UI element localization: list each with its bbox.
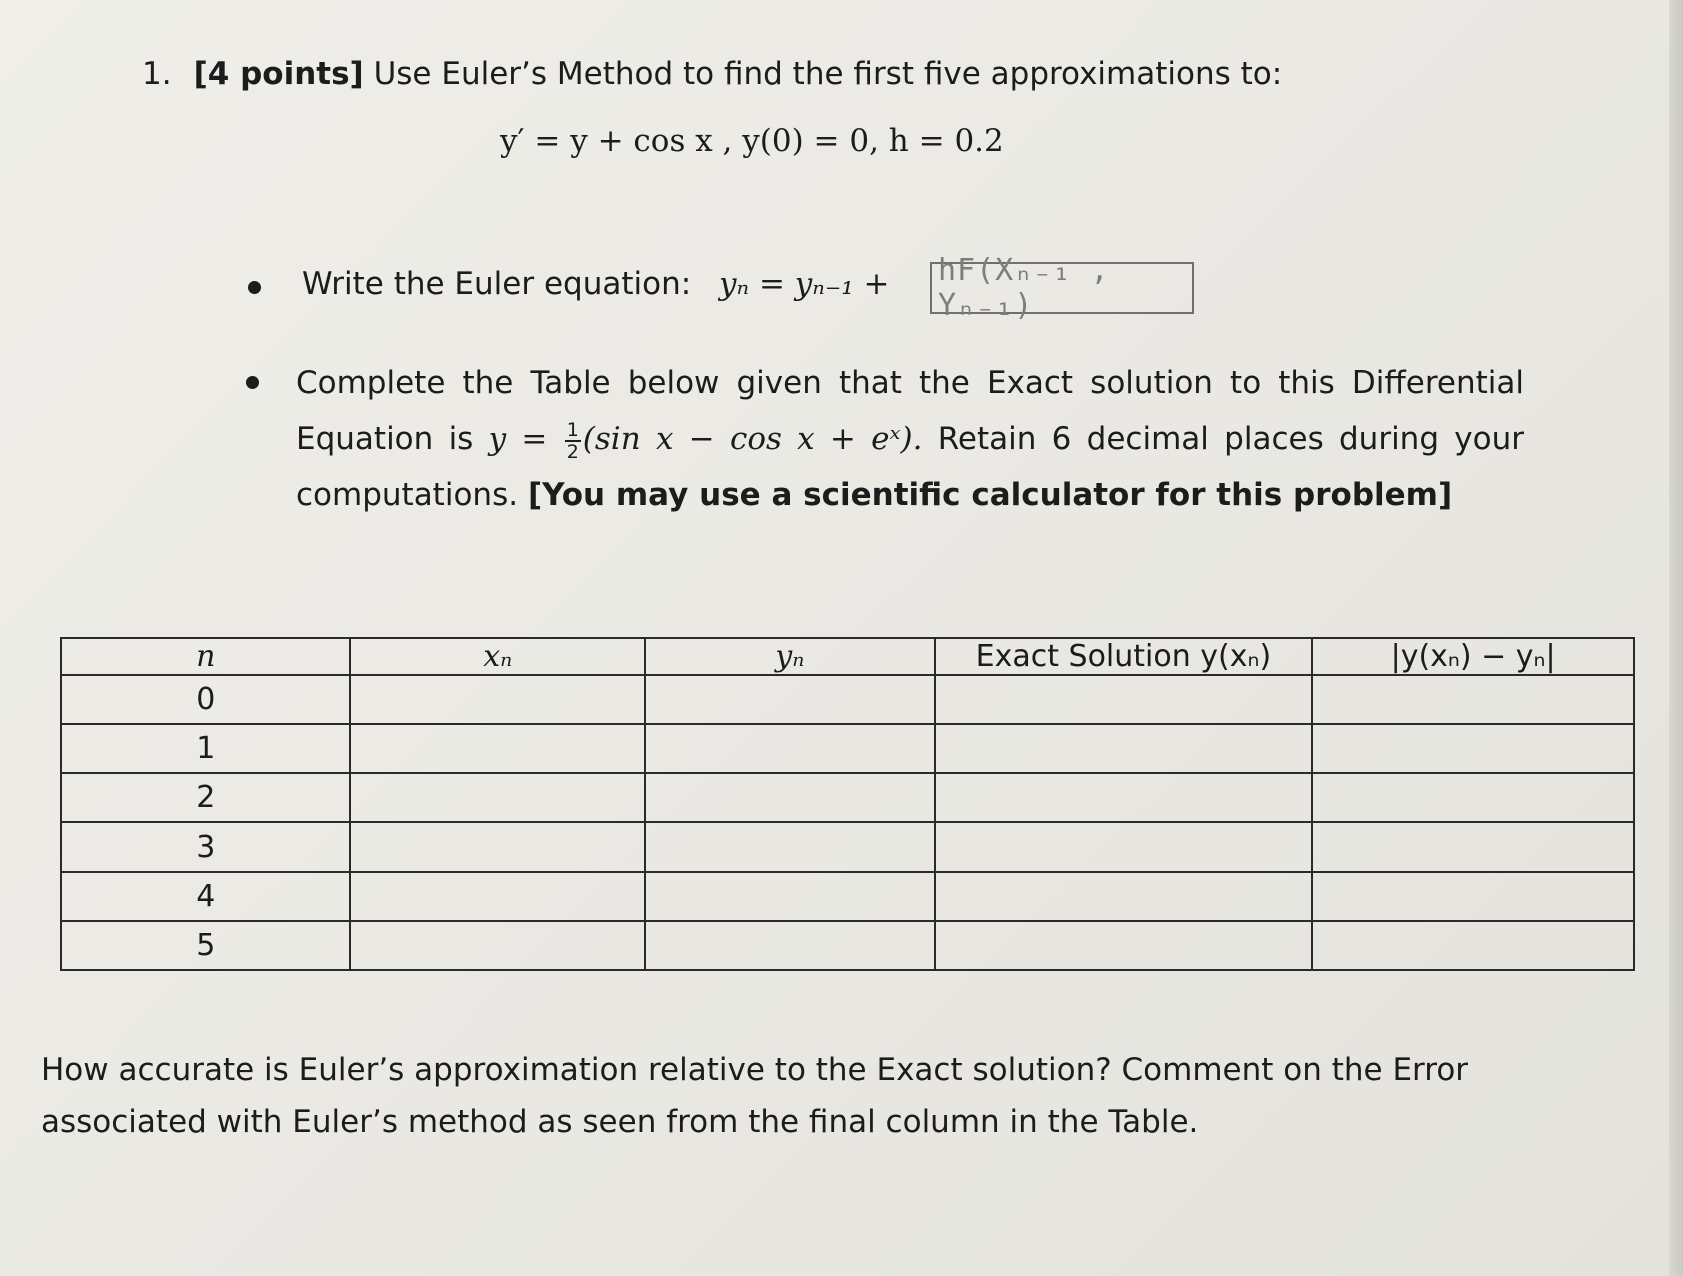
closing-question: How accurate is Euler’s approximation relative to the Exact solution? Comment on the Error associated with Euler’s method as seen from the final column in the Table. xyxy=(41,1052,1469,1140)
header-xn: xₙ xyxy=(350,638,645,675)
table-header-row xyxy=(61,638,1634,675)
cell-n: 4 xyxy=(61,872,350,921)
cell-n: 2 xyxy=(61,773,350,822)
exact-solution-lhs: y = xyxy=(488,421,548,457)
header-yn: yₙ xyxy=(645,638,935,675)
cell-n: 3 xyxy=(61,822,350,871)
cell-exact[interactable] xyxy=(935,822,1313,871)
table-row xyxy=(61,921,1634,970)
cell-exact[interactable] xyxy=(935,724,1313,773)
cell-error[interactable] xyxy=(1312,921,1634,970)
cell-yn[interactable] xyxy=(645,773,935,822)
header-exact-solution: Exact Solution y(xₙ) xyxy=(935,638,1313,675)
table-row xyxy=(61,822,1634,871)
cell-yn[interactable] xyxy=(645,724,935,773)
cell-xn[interactable] xyxy=(350,724,645,773)
cell-yn[interactable] xyxy=(645,872,935,921)
cell-xn[interactable] xyxy=(350,872,645,921)
cell-error[interactable] xyxy=(1312,675,1634,724)
cell-n: 5 xyxy=(61,921,350,970)
paper-edge xyxy=(1669,0,1683,1276)
table-row xyxy=(61,675,1634,724)
cell-exact[interactable] xyxy=(935,773,1313,822)
question-prompt: Use Euler’s Method to find the first five approximations to: xyxy=(373,56,1283,92)
euler-label: Write the Euler equation: xyxy=(302,266,692,302)
table-row xyxy=(61,872,1634,921)
calculator-note: [You may use a scientific calculator for this problem] xyxy=(527,477,1453,513)
cell-xn[interactable] xyxy=(350,822,645,871)
instructions-text-2: Retain 6 decimal places during your computations. xyxy=(296,421,1524,513)
cell-xn[interactable] xyxy=(350,921,645,970)
cell-n: 1 xyxy=(61,724,350,773)
instructions-paragraph xyxy=(296,355,1524,523)
question-points: [4 points] xyxy=(193,56,364,92)
cell-yn[interactable] xyxy=(645,675,935,724)
cell-exact[interactable] xyxy=(935,675,1313,724)
exact-solution-rhs: (sin x − cos x + eˣ). xyxy=(582,421,923,457)
fraction-denominator: 2 xyxy=(566,440,579,463)
question-header xyxy=(142,56,1282,92)
header-n: n xyxy=(61,638,350,675)
euler-answer-box: hF(Xₙ₋₁ , Yₙ₋₁) xyxy=(930,262,1194,314)
cell-error[interactable] xyxy=(1312,724,1634,773)
cell-error[interactable] xyxy=(1312,773,1634,822)
cell-error[interactable] xyxy=(1312,872,1634,921)
cell-xn[interactable] xyxy=(350,675,645,724)
cell-yn[interactable] xyxy=(645,921,935,970)
table-row xyxy=(61,773,1634,822)
bullet-dot-2 xyxy=(246,376,259,389)
cell-xn[interactable] xyxy=(350,773,645,822)
cell-exact[interactable] xyxy=(935,872,1313,921)
cell-exact[interactable] xyxy=(935,921,1313,970)
bullet-dot-1 xyxy=(248,281,261,294)
cell-yn[interactable] xyxy=(645,822,935,871)
question-number: 1. xyxy=(142,56,172,92)
cell-error[interactable] xyxy=(1312,822,1634,871)
instructions-text-1: Complete the Table below given that the Exact solution to this Differential Equation is xyxy=(296,365,1524,457)
cell-n: 0 xyxy=(61,675,350,724)
header-abs-error: |y(xₙ) − yₙ| xyxy=(1312,638,1634,675)
table-row xyxy=(61,724,1634,773)
euler-table xyxy=(60,637,1635,971)
fraction-one-half xyxy=(565,420,581,462)
euler-equation: yₙ = yₙ₋₁ + xyxy=(719,266,890,302)
euler-equation-line xyxy=(302,266,890,302)
fraction-numerator: 1 xyxy=(566,418,579,441)
ode-equation: y′ = y + cos x , y(0) = 0, h = 0.2 xyxy=(500,123,1004,159)
